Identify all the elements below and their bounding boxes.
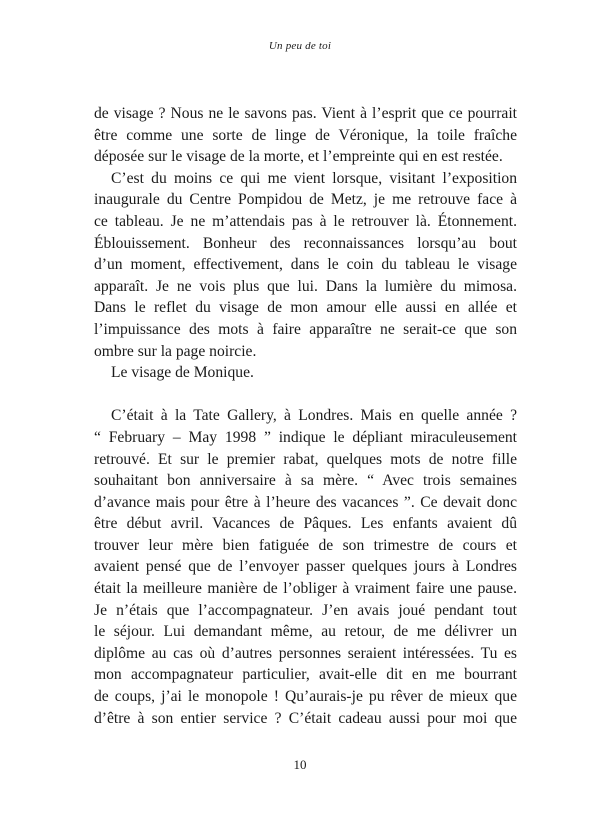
text-line: C’est du moins ce qui me vient lorsque, visitant l’exposition [111,169,517,187]
running-head: Un peu de toi [268,40,332,52]
paragraph [94,103,517,168]
text-line: être début avril. Vacances de Pâques. Les enfants avaient dû [94,515,517,533]
text-line: inaugurale du Centre Pompidou de Metz, je me retrouve face à [94,191,517,209]
text-line: était la meilleure manière de l’obliger à vraiment faire une pause. [94,580,517,598]
page-number: 10 [293,757,307,772]
section-break [94,384,517,406]
text-line: Éblouissement. Bonheur des reconnaissances lorsqu’au bout [94,234,517,252]
text-line: ombre sur la page noircie. [94,342,257,360]
text-line: l’impuissance des mots à faire apparaître ne serait-ce que son [94,320,517,338]
text-line: diplôme au cas où d’autres personnes seraient intéressées. Tu es [94,644,517,662]
text-line: Dans le reflet du visage de mon amour elle aussi en allée et [94,299,517,317]
text-line: trouver leur mère bien fatiguée de son trimestre de cours et [94,536,517,554]
text-line: le séjour. Lui demandant même, au retour, de me délivrer un [94,623,517,641]
paragraph [94,362,517,384]
text-line: d’avance mais pour être à l’heure des vacances ”. Ce devait donc [94,493,517,511]
paragraph [94,405,517,729]
text-line: Le visage de Monique. [111,364,254,382]
text-line: déposée sur le visage de la morte, et l’empreinte qui en est restée. [94,148,503,166]
text-line: de coups, j’ai le monopole ! Qu’aurais-je pu rêver de mieux que [94,688,517,706]
text-line: “ February – May 1998 ” indique le dépliant miraculeusement [94,428,517,446]
text-line: ce tableau. Je ne m’attendais pas à le retrouver là. Étonnement. [94,212,517,230]
text-line: mon accompagnateur particulier, avait-elle dit en me bourrant [94,666,517,684]
body-text [94,103,517,729]
text-line: de visage ? Nous ne le savons pas. Vient à l’esprit que ce pourrait [94,105,517,122]
text-line: Je n’étais que l’accompagnateur. J’en avais joué pendant tout [94,601,517,619]
text-line: retrouvé. Et sur le premier rabat, quelques mots de notre fille [94,450,517,468]
text-line: d’être à son entier service ? C’était cadeau aussi pour moi que [94,709,517,727]
text-line: C’était à la Tate Gallery, à Londres. Mais en quelle année ? [111,407,517,425]
text-line: d’un moment, effectivement, dans le coin du tableau le visage [94,256,517,274]
paragraph [94,168,517,362]
text-line: être comme une sorte de linge de Véronique, la toile fraîche [94,126,517,144]
text-line: avaient pensé que de l’envoyer passer quelques jours à Londres [94,558,517,576]
text-line: souhaitant bon anniversaire à sa mère. “ Avec trois semaines [94,472,517,490]
text-line: apparaît. Je ne vois plus que lui. Dans la lumière du mimosa. [94,277,517,295]
